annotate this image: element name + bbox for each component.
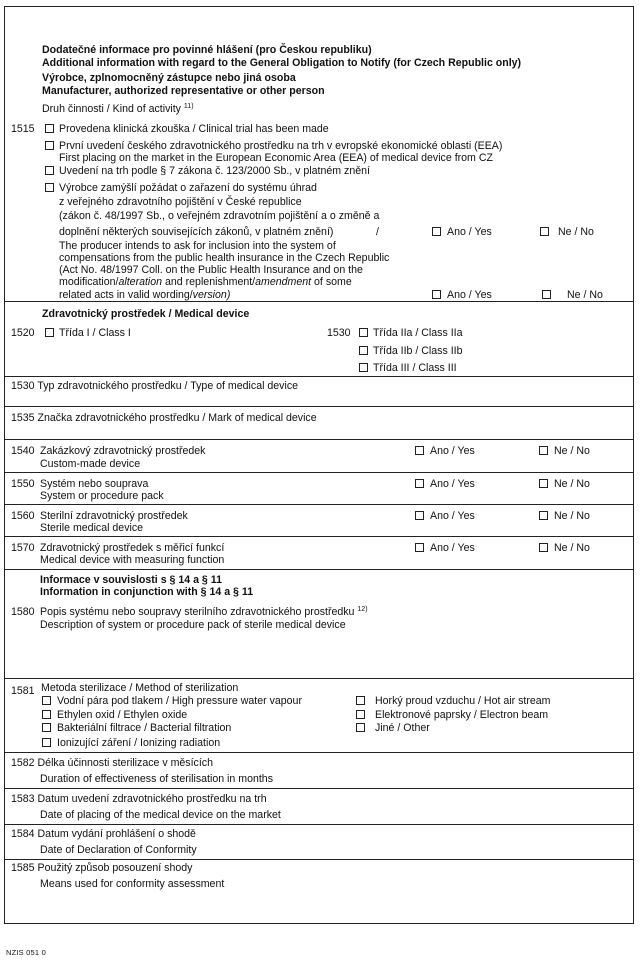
sterile-no-label: Ne / No [554, 510, 590, 522]
class-1-checkbox[interactable] [45, 328, 54, 337]
field-1540-label-en: Custom-made device [40, 458, 141, 470]
sterile-yes-checkbox[interactable] [415, 511, 424, 520]
class-2a-checkbox[interactable] [359, 328, 368, 337]
divider [5, 439, 633, 440]
divider [5, 536, 633, 537]
field-1540-label-cz: Zakázkový zdravotnický prostředek [40, 445, 206, 457]
field-1582-label-cz[interactable]: 1582 Délka účinnosti sterilizace v měsících [11, 757, 213, 769]
ionizing-label: Ionizující záření / Ionizing radiation [57, 737, 221, 749]
reimbursement-line-2: z veřejného zdravotního pojištění v České republice [59, 196, 302, 208]
field-1580-label-en: Description of system or procedure pack of sterile medical device [40, 619, 346, 631]
field-1583-label-en: Date of placing of the medical device on the market [40, 809, 281, 821]
code-1560: 1560 [11, 510, 35, 522]
measuring-yes-label: Ano / Yes [430, 542, 475, 554]
divider [5, 376, 633, 377]
filtration-checkbox[interactable] [42, 723, 51, 732]
class-1-label: Třída I / Class I [59, 327, 131, 339]
reimbursement-en-yes-checkbox[interactable] [432, 290, 441, 299]
system-pack-yes-checkbox[interactable] [415, 479, 424, 488]
electron-beam-checkbox[interactable] [356, 710, 365, 719]
reimbursement-en-no-label: Ne / No [567, 289, 603, 301]
code-1581: 1581 [11, 685, 35, 697]
footnote-12: 12) [357, 606, 368, 613]
filtration-label: Bakteriální filtrace / Bacterial filtration [57, 722, 232, 734]
reimbursement-en-line-3: (Act No. 48/1997 Coll. on the Public Health Insurance and on the [59, 264, 363, 276]
code-1580: 1580 [11, 606, 35, 618]
measuring-yes-checkbox[interactable] [415, 543, 424, 552]
placing-law-checkbox[interactable] [45, 166, 54, 175]
system-pack-yes-label: Ano / Yes [430, 478, 475, 490]
reimbursement-en-yes-label: Ano / Yes [447, 289, 492, 301]
reimbursement-en-line-5: related acts in valid wording/version) [59, 289, 231, 301]
reimbursement-line-3: (zákon č. 48/1997 Sb., o veřejném zdravotním pojištění a o změně a [59, 210, 380, 222]
reimbursement-line-4: doplnění některých souvisejících zákonů, v platném znění) [59, 226, 334, 238]
form-title-cz: Dodatečné informace pro povinné hlášení (pro Českou republiku) [42, 44, 372, 56]
custom-made-no-checkbox[interactable] [539, 446, 548, 455]
code-1530-class: 1530 [327, 327, 351, 339]
sterile-yes-label: Ano / Yes [430, 510, 475, 522]
divider [5, 824, 633, 825]
eto-label: Ethylen oxid / Ethylen oxide [57, 709, 188, 721]
reimbursement-en-line-1: The producer intends to ask for inclusion into the system of [59, 240, 336, 252]
field-1580-label-cz: Popis systému nebo soupravy sterilního zdravotnického prostředku $^{12)}$ [40, 606, 368, 618]
field-1560-label-cz: Sterilní zdravotnický prostředek [40, 510, 188, 522]
conjunction-heading-cz: Informace v souvislosti s § 14 a § 11 [40, 574, 222, 586]
class-2b-checkbox[interactable] [359, 346, 368, 355]
footnote-11: 11) [183, 103, 194, 110]
eto-checkbox[interactable] [42, 710, 51, 719]
divider [5, 788, 633, 789]
measuring-no-label: Ne / No [554, 542, 590, 554]
hot-air-label: Horký proud vzduchu / Hot air stream [375, 695, 551, 707]
field-1584-label-en: Date of Declaration of Conformity [40, 844, 197, 856]
electron-beam-label: Elektronové paprsky / Electron beam [375, 709, 549, 721]
sterilization-heading: Metoda sterilizace / Method of sterilization [41, 682, 239, 694]
other-method-checkbox[interactable] [356, 723, 365, 732]
notification-form [4, 6, 634, 924]
reimbursement-line-1: Výrobce zamýšlí požádat o zařazení do systému úhrad [59, 182, 317, 194]
divider [5, 406, 633, 407]
field-1582-label-en: Duration of effectiveness of sterilisation in months [40, 773, 273, 785]
reimbursement-cz-yes-checkbox[interactable] [432, 227, 441, 236]
field-1530-label[interactable]: 1530 Typ zdravotnického prostředku / Type of medical device [11, 380, 299, 392]
form-title-en: Additional information with regard to the General Obligation to Notify (for Czech Republic only) [42, 57, 522, 69]
first-placing-label-cz: První uvedení českého zdravotnického prostředku na trh v evropské ekonomické oblasti (EEA) [59, 140, 503, 152]
custom-made-no-label: Ne / No [554, 445, 590, 457]
first-placing-label-en: First placing on the market in the European Economic Area (EEA) of medical device from CZ [59, 152, 493, 164]
other-method-label: Jiné / Other [375, 722, 430, 734]
field-1550-label-en: System or procedure pack [40, 490, 164, 502]
reimbursement-en-no-checkbox[interactable] [542, 290, 551, 299]
code-1570: 1570 [11, 542, 35, 554]
divider [5, 569, 633, 570]
field-1585-label-en: Means used for conformity assessment [40, 878, 225, 890]
class-2a-label: Třída IIa / Class IIa [373, 327, 463, 339]
code-1540: 1540 [11, 445, 35, 457]
first-placing-checkbox[interactable] [45, 141, 54, 150]
reimbursement-checkbox[interactable] [45, 183, 54, 192]
divider [5, 301, 633, 302]
field-1570-label-en: Medical device with measuring function [40, 554, 225, 566]
field-1535-label[interactable]: 1535 Značka zdravotnického prostředku / Mark of medical device [11, 412, 317, 424]
field-1550-label-cz: Systém nebo souprava [40, 478, 149, 490]
code-1515: 1515 [11, 123, 35, 135]
system-pack-no-checkbox[interactable] [539, 479, 548, 488]
reimbursement-en-line-2: compensations from the public health insurance in the Czech Republic [59, 252, 390, 264]
steam-label: Vodní pára pod tlakem / High pressure water vapour [57, 695, 302, 707]
reimbursement-cz-yes-label: Ano / Yes [447, 226, 492, 238]
custom-made-yes-label: Ano / Yes [430, 445, 475, 457]
reimbursement-cz-no-label: Ne / No [558, 226, 594, 238]
code-1550: 1550 [11, 478, 35, 490]
device-heading: Zdravotnický prostředek / Medical device [42, 308, 250, 320]
reimbursement-en-line-4: modification/alteration and replenishment/amendment of some [59, 276, 352, 288]
divider [5, 678, 633, 679]
field-1583-label-cz[interactable]: 1583 Datum uvedení zdravotnického prostředku na trh [11, 793, 267, 805]
activity-label: Druh činnosti / Kind of activity $^{11)}$ [42, 103, 194, 115]
clinical-trial-label: Provedena klinická zkouška / Clinical trial has been made [59, 123, 329, 135]
field-1585-label-cz[interactable]: 1585 Použitý způsob posouzení shody [11, 862, 193, 874]
code-1520: 1520 [11, 327, 35, 339]
field-1584-label-cz[interactable]: 1584 Datum vydání prohlášení o shodě [11, 828, 196, 840]
class-3-checkbox[interactable] [359, 363, 368, 372]
divider [5, 504, 633, 505]
divider [5, 859, 633, 860]
form-id: NZIS 051 0 [6, 948, 46, 957]
divider [5, 472, 633, 473]
placing-law-label: Uvedení na trh podle § 7 zákona č. 123/2000 Sb., v platném znění [59, 165, 370, 177]
sterile-no-checkbox[interactable] [539, 511, 548, 520]
form-subtitle-en: Manufacturer, authorized representative or other person [42, 85, 325, 97]
ionizing-checkbox[interactable] [42, 738, 51, 747]
class-3-label: Třída III / Class III [373, 362, 457, 374]
reimbursement-cz-no-checkbox[interactable] [540, 227, 549, 236]
field-1570-label-cz: Zdravotnický prostředek s měřicí funkcí [40, 542, 225, 554]
form-subtitle-cz: Výrobce, zplnomocněný zástupce nebo jiná osoba [42, 72, 296, 84]
system-pack-no-label: Ne / No [554, 478, 590, 490]
class-2b-label: Třída IIb / Class IIb [373, 345, 463, 357]
hot-air-checkbox[interactable] [356, 696, 365, 705]
divider [5, 752, 633, 753]
measuring-no-checkbox[interactable] [539, 543, 548, 552]
conjunction-heading-en: Information in conjunction with § 14 a § 11 [40, 586, 254, 598]
field-1560-label-en: Sterile medical device [40, 522, 144, 534]
reimbursement-slash: / [376, 226, 379, 238]
custom-made-yes-checkbox[interactable] [415, 446, 424, 455]
clinical-trial-checkbox[interactable] [45, 124, 54, 133]
steam-checkbox[interactable] [42, 696, 51, 705]
